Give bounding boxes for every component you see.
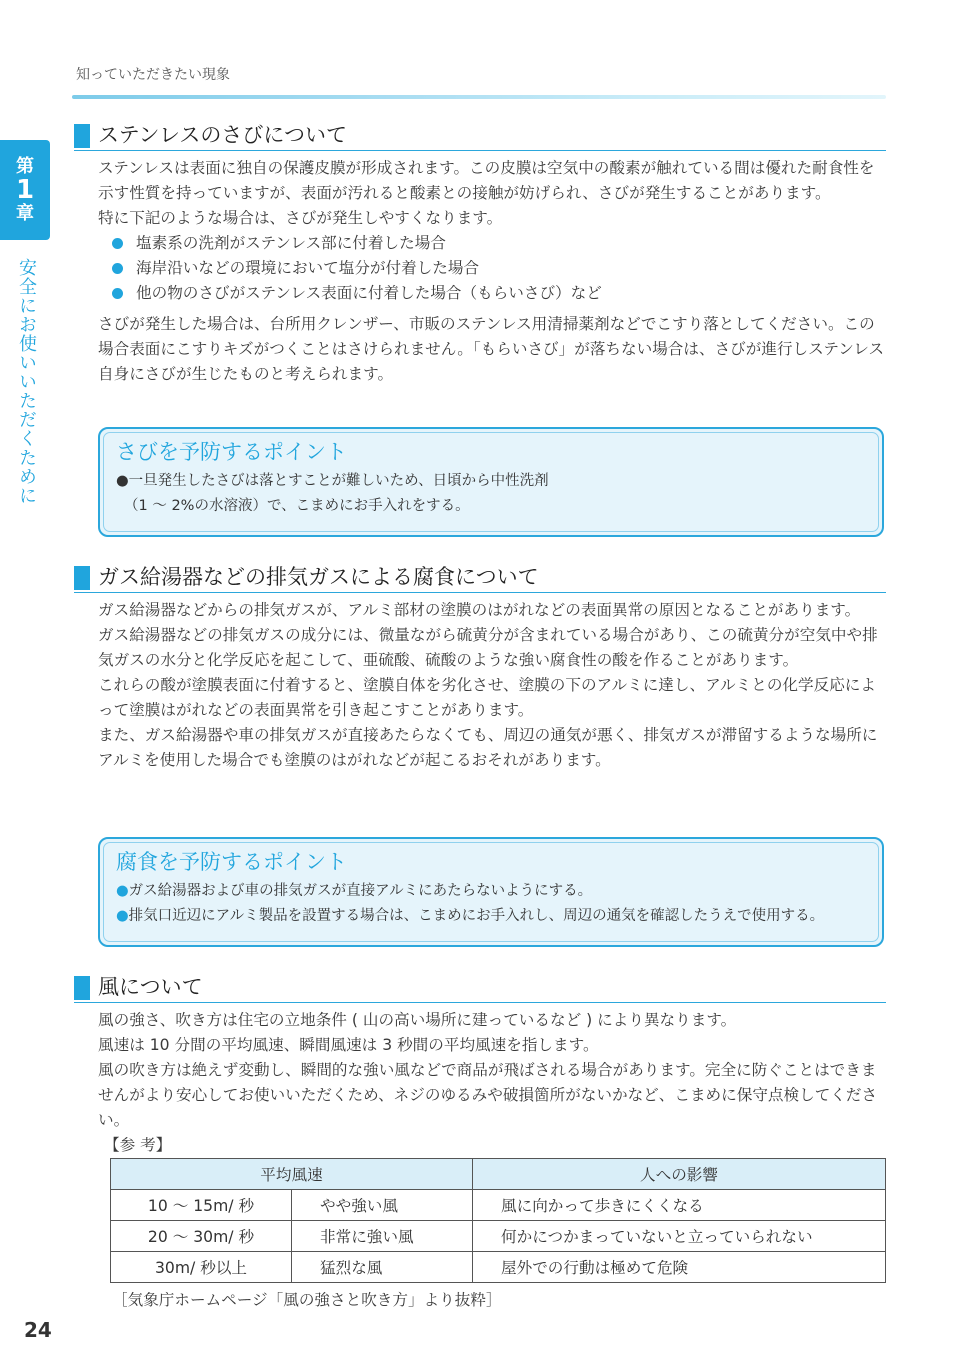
- chapter-label-bottom: 章: [16, 203, 34, 224]
- list-item: 塩素系の洗剤がステンレス部に付着した場合: [112, 231, 886, 256]
- tip-line: ●一旦発生したさびは落とすことが難しいため、日頃から中性洗剤: [116, 473, 549, 489]
- cell-effect: 風に向かって歩きにくくなる: [473, 1190, 886, 1221]
- section-body: [98, 156, 886, 387]
- table-row: [111, 1252, 886, 1283]
- tip-title: 腐食を予防するポイント: [116, 850, 347, 874]
- paragraph: ステンレスは表面に独自の保護皮膜が形成されます。この皮膜は空気中の酸素が触れている間は優れた耐食性を示す性質を持っていますが、表面が汚れると酸素との接触が妨げられ、さびが発生することがあります。: [98, 159, 875, 202]
- section-title-text: ステンレスのさびについて: [98, 123, 347, 147]
- section-marker: [74, 976, 90, 1000]
- paragraph: 風の強さ、吹き方は住宅の立地条件 ( 山の高い場所に建っているなど ) により異なります。: [98, 1011, 737, 1029]
- tip-box-corrosion: [98, 837, 884, 947]
- section-marker: [74, 566, 90, 590]
- bullet-list: [98, 231, 886, 306]
- source-note: ［気象庁ホームページ「風の強さと吹き方」より抜粋］: [112, 1291, 502, 1309]
- header-effect: 人への影響: [473, 1159, 886, 1190]
- chapter-number: 1: [15, 175, 35, 205]
- tip-box-rust: [98, 427, 884, 537]
- paragraph: 風速は 10 分間の平均風速、瞬間風速は 3 秒間の平均風速を指します。: [98, 1036, 599, 1054]
- bullet-dot-icon: ●: [116, 883, 129, 899]
- paragraph: ガス給湯器などからの排気ガスが、アルミ部材の塗膜のはがれなどの表面異常の原因となることがあります。: [98, 601, 861, 619]
- chapter-tab: [0, 140, 50, 240]
- section-title-text: ガス給湯器などの排気ガスによる腐食について: [98, 565, 539, 589]
- tip-line: （1 ～ 2%の水溶液）で、こまめにお手入れをする。: [124, 498, 470, 514]
- running-head: 知っていただきたい現象: [76, 67, 230, 83]
- bullet-dot-icon: [112, 238, 123, 249]
- page-number: 24: [24, 1318, 52, 1342]
- section-gas: [74, 564, 886, 773]
- section-body: [98, 1008, 886, 1133]
- cell-desc: 非常に強い風: [292, 1221, 473, 1252]
- paragraph: ガス給湯器などの排気ガスの成分には、微量ながら硫黄分が含まれている場合があり、この硫黄分が空気中や排気ガスの水分と化学反応を起こして、亜硫酸、硫酸のような強い腐食性の酸を作ることがあります。: [98, 626, 878, 669]
- paragraph: また、ガス給湯器や車の排気ガスが直接あたらなくても、周辺の通気が悪く、排気ガスが滞留するような場所にアルミを使用した場合でも塗膜のはがれなどが起こるおそれがあります。: [98, 726, 878, 769]
- tip-title: さびを予防するポイント: [116, 440, 347, 464]
- paragraph: 特に下記のような場合は、さびが発生しやすくなります。: [98, 209, 503, 227]
- table-row: [111, 1190, 886, 1221]
- section-title-text: 風について: [98, 975, 203, 999]
- header-rule: [72, 95, 886, 99]
- chapter-label-top: 第: [16, 156, 34, 177]
- section-title: [74, 974, 886, 1003]
- cell-effect: 何かにつかまっていないと立っていられない: [473, 1221, 886, 1252]
- paragraph: これらの酸が塗膜表面に付着すると、塗膜自体を劣化させ、塗膜の下のアルミに達し、アルミとの化学反応によって塗膜はがれなどの表面異常を引き起こすことがあります。: [98, 676, 876, 719]
- reference-label: 【参 考】: [104, 1136, 172, 1154]
- tip-line: ●排気口近辺にアルミ製品を設置する場合は、こまめにお手入れし、周辺の通気を確認したうえで使用する。: [116, 908, 825, 924]
- section-stainless: [74, 122, 886, 387]
- section-body: [98, 598, 886, 773]
- section-wind: [74, 974, 886, 1312]
- bullet-dot-icon: [112, 263, 123, 274]
- paragraph: さびが発生した場合は、台所用クレンザー、市販のステンレス用清掃薬剤などでこすり落としてください。この場合表面にこすりキズがつくことはさけられません。「もらいさび」が落ちない場合は、さびが進行しステンレス自身にさびが生じたものと考えられます。: [98, 315, 885, 383]
- cell-effect: 屋外での行動は極めて危険: [473, 1252, 886, 1283]
- paragraph: 風の吹き方は絶えず変動し、瞬間的な強い風などで商品が飛ばされる場合があります。完全に防ぐことはできませんがより安心してお使いいただくため、ネジのゆるみや破損箇所がないかなど、こまめに保守点検してください。: [98, 1061, 878, 1129]
- section-title: [74, 122, 886, 151]
- table-row: [111, 1221, 886, 1252]
- section-marker: [74, 124, 90, 148]
- cell-desc: 猛烈な風: [292, 1252, 473, 1283]
- section-title: [74, 564, 886, 593]
- tip-line: ●ガス給湯器および車の排気ガスが直接アルミにあたらないようにする。: [116, 883, 593, 899]
- bullet-dot-icon: [112, 288, 123, 299]
- cell-speed: 20 ～ 30m/ 秒: [111, 1221, 292, 1252]
- cell-desc: やや強い風: [292, 1190, 473, 1221]
- bullet-dot-icon: ●: [116, 908, 129, 924]
- header-speed: 平均風速: [111, 1159, 473, 1190]
- cell-speed: 30m/ 秒以上: [111, 1252, 292, 1283]
- wind-table: [110, 1158, 886, 1283]
- list-item: 他の物のさびがステンレス表面に付着した場合（もらいさび）など: [112, 281, 886, 306]
- list-item: 海岸沿いなどの環境において塩分が付着した場合: [112, 256, 886, 281]
- cell-speed: 10 ～ 15m/ 秒: [111, 1190, 292, 1221]
- chapter-side-title: 安全にお使いいただくために: [16, 258, 37, 505]
- table-header-row: [111, 1159, 886, 1190]
